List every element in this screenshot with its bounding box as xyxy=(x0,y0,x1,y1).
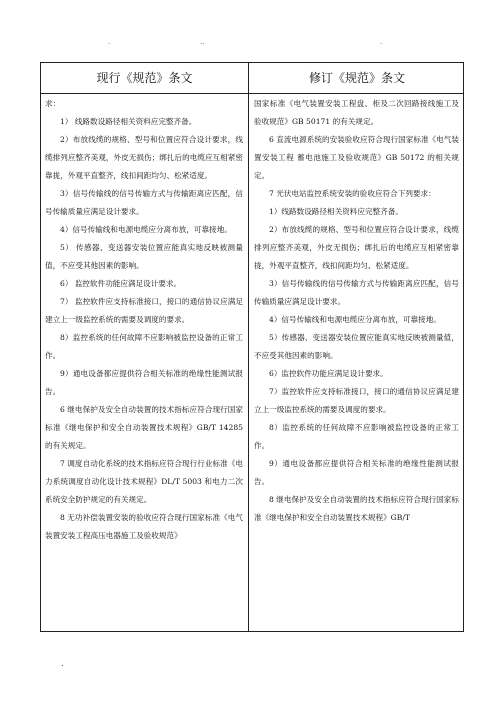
left-para: 2）布放线缆的规格、型号和位置应符合设计要求，线缆排列应整齐美观，外皮无损伤；绑扎后的电缆应互相紧密靠拢，外观平直整齐，线扣间距均匀、松紧适度。 xyxy=(45,135,243,180)
right-para: 1）线路数设路径相关资料应完整齐备。 xyxy=(269,207,403,216)
header-revised-clauses: 修订《规范》条文 xyxy=(308,71,405,85)
left-para: 9）通电设备都应提供符合相关标准的绝缘性能测试报告。 xyxy=(45,369,243,396)
top-mark-3: · xyxy=(380,40,383,48)
left-para: 7） 监控软件应支持标准接口，接口的通信协议应满足建立上一级监控系统的需要及调度的要求。 xyxy=(45,297,243,324)
right-para: 2）布放线缆的规格、型号和位置应符合设计要求，线缆排列应整齐美观，外皮无损伤；绑扎后的电缆应互相紧密靠拢，外观平直整齐，线扣间距均匀、松紧适度。 xyxy=(254,225,459,270)
right-para: 6 直流电源系统的安装验收应符合现行国家标准《电气装置安装工程 蓄电池施工及验收规范》GB 50172 的相关规定。 xyxy=(254,135,459,180)
right-para: 5）传感器、变送器安装位置应能真实地反映被测量值，不应受其他因素的影响。 xyxy=(254,333,459,360)
right-para: 3）信号传输线的信号传输方式与传输距离应匹配，信号传输质量应满足设计要求。 xyxy=(254,279,459,306)
right-para-marked: 7 光伏电站监控系统安装的验收应符合下列要求： xyxy=(269,189,436,198)
right-para: 4）信号传输线和电源电缆应分离布放，可靠接地。 xyxy=(269,315,441,324)
left-para: 3）信号传输线的信号传输方式与传输距离应匹配，信号传输质量应满足设计要求。 xyxy=(45,189,243,216)
right-para: 9）通电设备都应提供符合相关标准的绝缘性能测试报告。 xyxy=(254,459,459,486)
left-para: 1） 线路数设路径相关资料应完整齐备。 xyxy=(60,117,197,126)
left-para: 7 调度自动化系统的技术指标应符合现行行业标准《电力系统调度自动化设计技术规程》DL/T 5003 和电力二次系统安全防护规定的有关规定。 xyxy=(45,459,243,504)
right-para-marked: 8 继电保护及安全自动装置的技术指标应符合现行国家标准《继电保护和安全自动装置技术规程》GB/T xyxy=(254,495,459,522)
header-current-clauses: 现行《规范》条文 xyxy=(96,71,193,85)
revised-clauses-column xyxy=(254,95,459,527)
top-mark-2: ·· xyxy=(200,40,205,48)
right-para: 7）监控软件应支持标准接口，接口的通信协议应满足建立上一级监控系统的需要及调度的要求。 xyxy=(254,387,459,414)
right-para: 6）监控软件功能应满足设计要求。 xyxy=(269,369,388,378)
column-divider xyxy=(248,63,249,631)
left-para: 6） 监控软件功能应满足设计要求。 xyxy=(60,279,182,288)
top-marks xyxy=(0,40,500,48)
left-para: 4）信号传输线和电源电缆应分离布放，可靠接地。 xyxy=(60,225,232,234)
right-para: 国家标准《电气装置安装工程盘、柜及二次回路接线施工及验收规范》GB 50171 的有关规定。 xyxy=(254,99,459,126)
header-divider xyxy=(41,93,463,94)
current-clauses-column xyxy=(45,95,243,545)
left-para: 求： xyxy=(45,99,61,108)
right-para: 8）监控系统的任何故障不应影响被监控设备的正常工作。 xyxy=(254,423,459,450)
comparison-table xyxy=(40,62,464,632)
left-para: 8 无功补偿装置安装的验收应符合现行国家标准《电气装置安装工程高压电器施工及验收规范》 xyxy=(45,513,243,540)
left-para: 5） 传感器、变送器安装位置应能真实地反映被测量值，不应受其他因素的影响。 xyxy=(45,243,243,270)
top-mark-1: · xyxy=(108,40,111,48)
left-para: 8）监控系统的任何故障不应影响被监控设备的正常工作。 xyxy=(45,333,243,360)
page-dot: . xyxy=(61,659,64,668)
left-para: 6 继电保护及安全自动装置的技术指标应符合现行国家标准《继电保护和安全自动装置技术规程》GB/T 14285 的有关规定。 xyxy=(45,405,243,450)
